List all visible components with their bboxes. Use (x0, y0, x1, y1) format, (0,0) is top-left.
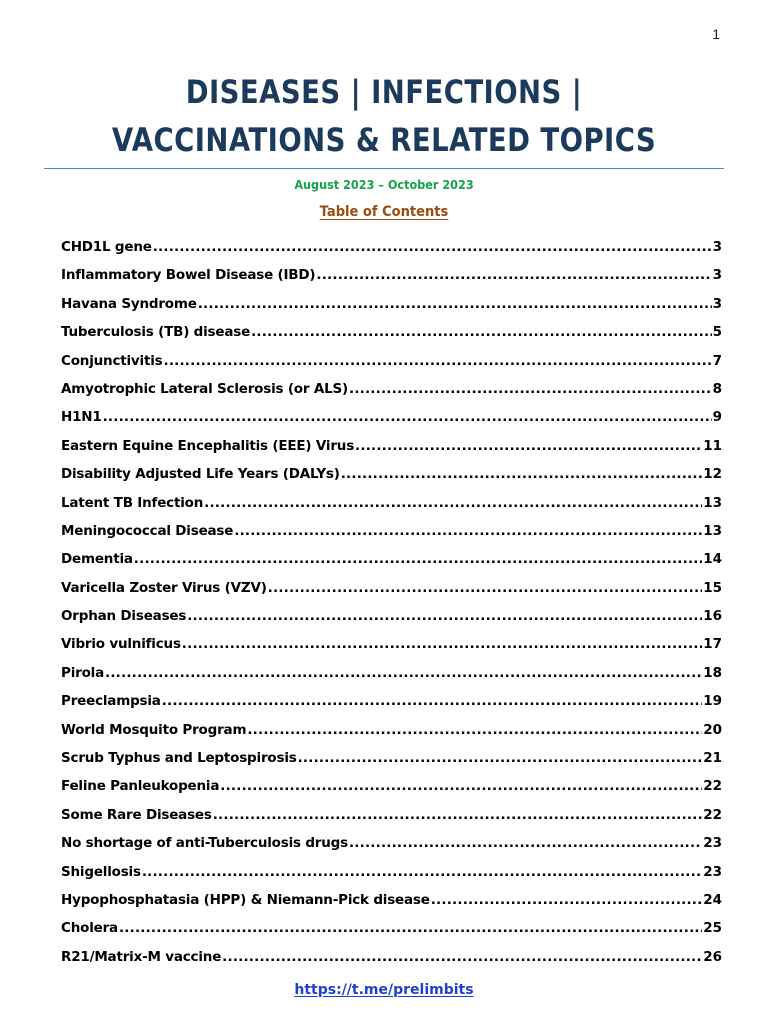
toc-dot-leader (163, 351, 711, 371)
toc-entry[interactable] (61, 888, 722, 916)
toc-entry-title: Some Rare Diseases (61, 806, 212, 823)
toc-entry[interactable] (61, 547, 722, 575)
toc-entry-page-number: 23 (703, 835, 722, 852)
date-range: August 2023 – October 2023 (294, 177, 474, 192)
toc-entry-page-number: 8 (712, 380, 722, 397)
toc-entry-page-number: 12 (703, 466, 722, 483)
toc-entry-title: Conjunctivitis (61, 352, 163, 369)
toc-entry-title: Vibrio vulnificus (61, 636, 181, 653)
toc-entry[interactable] (61, 462, 722, 490)
toc-entry-title: Havana Syndrome (61, 295, 197, 312)
page-number: 1 (712, 26, 720, 42)
toc-entry-title: Disability Adjusted Life Years (DALYs) (61, 466, 340, 483)
toc-entry[interactable] (61, 519, 722, 547)
toc-entry-page-number: 11 (703, 437, 722, 454)
toc-entry[interactable] (61, 349, 722, 377)
toc-entry-page-number: 3 (712, 295, 722, 312)
toc-entry-page-number: 25 (703, 920, 722, 937)
toc-entry[interactable] (61, 689, 722, 717)
toc-entry-page-number: 19 (703, 693, 722, 710)
toc-dot-leader (268, 578, 703, 598)
toc-dot-leader (298, 748, 703, 768)
toc-entry-page-number: 9 (712, 409, 722, 426)
toc-entry[interactable] (61, 945, 722, 973)
toc-entry[interactable] (61, 434, 722, 462)
toc-dot-leader (182, 634, 702, 654)
title-divider (44, 168, 724, 169)
toc-entry-page-number: 22 (703, 806, 722, 823)
toc-entry[interactable] (61, 916, 722, 944)
toc-entry-title: Latent TB Infection (61, 494, 204, 511)
toc-entry-page-number: 16 (703, 608, 722, 625)
toc-dot-leader (220, 776, 702, 796)
toc-entry-title: Amyotrophic Lateral Sclerosis (or ALS) (61, 380, 348, 397)
toc-entry-title: World Mosquito Program (61, 721, 247, 738)
toc-entry[interactable] (61, 377, 722, 405)
toc-entry-page-number: 13 (703, 494, 722, 511)
telegram-link[interactable]: https://t.me/prelimbits (294, 982, 474, 998)
toc-entry-page-number: 21 (703, 750, 722, 767)
toc-entry[interactable] (61, 292, 722, 320)
toc-dot-leader (142, 862, 702, 882)
toc-entry-title: Cholera (61, 920, 118, 937)
toc-entry[interactable] (61, 263, 722, 291)
toc-entry-title: Meningococcal Disease (61, 522, 234, 539)
toc-entry[interactable] (61, 661, 722, 689)
toc-entry[interactable] (61, 491, 722, 519)
toc-entry-page-number: 3 (712, 267, 722, 284)
toc-entry-title: Hypophosphatasia (HPP) & Niemann-Pick disease (61, 891, 430, 908)
toc-entry-title: Varicella Zoster Virus (VZV) (61, 579, 267, 596)
toc-entry[interactable] (61, 632, 722, 660)
toc-entry-title: Shigellosis (61, 863, 141, 880)
toc-dot-leader (355, 436, 702, 456)
toc-dot-leader (103, 407, 712, 427)
toc-entry-title: Eastern Equine Encephalitis (EEE) Virus (61, 437, 355, 454)
toc-dot-leader (134, 549, 702, 569)
toc-entry-page-number: 3 (712, 239, 722, 255)
toc-entry[interactable] (61, 831, 722, 859)
toc-entry-page-number: 23 (703, 863, 722, 880)
toc-entry-page-number: 24 (703, 891, 722, 908)
toc-entry-title: CHD1L gene (61, 239, 152, 255)
toc-entry-title: Orphan Diseases (61, 608, 187, 625)
toc-entry-title: Tuberculosis (TB) disease (61, 324, 251, 341)
toc-dot-leader (349, 833, 702, 853)
toc-entry[interactable] (61, 235, 722, 263)
toc-dot-leader (316, 265, 711, 285)
toc-entry-title: Inflammatory Bowel Disease (IBD) (61, 267, 316, 284)
toc-entry-page-number: 18 (703, 664, 722, 681)
toc-dot-leader (213, 805, 703, 825)
toc-entry-page-number: 17 (703, 636, 722, 653)
toc-entry[interactable] (61, 405, 722, 433)
toc-entry[interactable] (61, 576, 722, 604)
toc-dot-leader (187, 606, 702, 626)
toc-dot-leader (349, 379, 712, 399)
toc-entry[interactable] (61, 774, 722, 802)
toc-dot-leader (247, 720, 702, 740)
document-title (54, 68, 714, 164)
toc-entry-title: Preeclampsia (61, 693, 161, 710)
toc-entry-title: No shortage of anti-Tuberculosis drugs (61, 835, 348, 852)
toc-dot-leader (234, 521, 702, 541)
footer (0, 982, 768, 998)
toc-entry-page-number: 7 (712, 352, 722, 369)
toc-dot-leader (431, 890, 702, 910)
toc-entry-page-number: 14 (703, 551, 722, 568)
table-of-contents (61, 235, 722, 973)
toc-dot-leader (341, 464, 703, 484)
toc-entry[interactable] (61, 604, 722, 632)
toc-entry-page-number: 26 (703, 948, 722, 965)
toc-entry-title: Dementia (61, 551, 133, 568)
toc-heading: Table of Contents (319, 204, 449, 220)
toc-entry[interactable] (61, 746, 722, 774)
toc-entry-title: H1N1 (61, 409, 102, 426)
toc-dot-leader (119, 918, 702, 938)
toc-dot-leader (105, 663, 702, 683)
toc-entry[interactable] (61, 803, 722, 831)
toc-entry-page-number: 15 (703, 579, 722, 596)
toc-dot-leader (222, 947, 702, 967)
toc-entry-title: R21/Matrix-M vaccine (61, 948, 222, 965)
toc-entry-page-number: 20 (703, 721, 722, 738)
toc-dot-leader (198, 294, 712, 314)
toc-dot-leader (162, 691, 702, 711)
toc-entry-page-number: 13 (703, 522, 722, 539)
toc-entry-title: Pirola (61, 664, 104, 681)
toc-entry-page-number: 22 (703, 778, 722, 795)
toc-dot-leader (204, 493, 702, 513)
toc-entry-title: Scrub Typhus and Leptospirosis (61, 750, 297, 767)
toc-entry[interactable] (61, 320, 722, 348)
document-title-line-1: DISEASES | INFECTIONS | (185, 73, 583, 111)
toc-entry[interactable] (61, 718, 722, 746)
toc-dot-leader (153, 237, 712, 257)
toc-dot-leader (251, 322, 712, 342)
document-title-line-2: VACCINATIONS & RELATED TOPICS (111, 121, 657, 159)
toc-entry-title: Feline Panleukopenia (61, 778, 220, 795)
toc-entry[interactable] (61, 860, 722, 888)
toc-entry-page-number: 5 (712, 324, 722, 341)
